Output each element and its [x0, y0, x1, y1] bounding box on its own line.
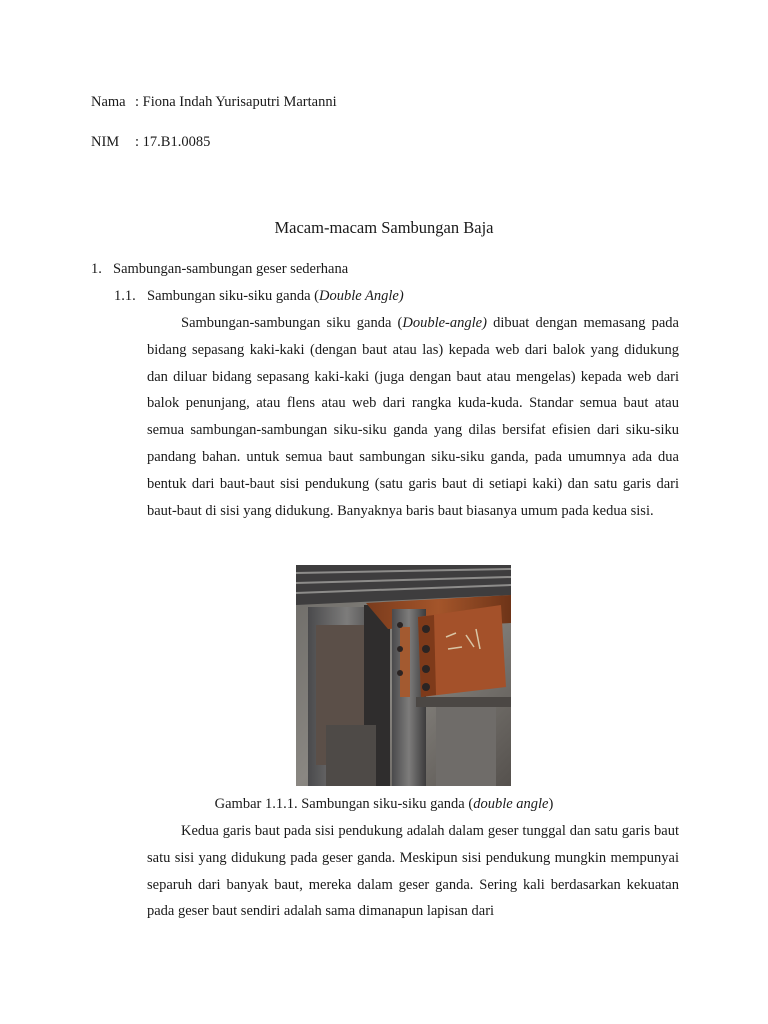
section-1-1-title: Sambungan siku-siku ganda (Double Angle) — [147, 288, 404, 304]
section-1-1-heading — [114, 288, 404, 305]
figure-caption: Gambar 1.1.1. Sambungan siku-siku ganda (double angle) — [214, 796, 554, 812]
double-angle-connection-photo — [296, 565, 511, 786]
name-value: : Fiona Indah Yurisaputri Martanni — [135, 94, 337, 110]
nim-label: NIM — [91, 134, 120, 150]
document-title: Macam-macam Sambungan Baja — [274, 218, 494, 237]
paragraph-bolt-lines: Kedua garis baut pada sisi pendukung adalah dalam geser tunggal dan satu garis baut satu sisi yang didukung pada geser ganda. Meskipun sisi pendukung mungkin mempunyai separuh dari banyak baut, mereka dalam geser ganda. Sering kali berdasarkan kekuatan pada geser baut sendiri adalah sama dimanapun lapisan dari — [147, 823, 679, 920]
nim-value: : 17.B1.0085 — [135, 134, 211, 150]
section-1-title: Sambungan-sambungan geser sederhana — [113, 261, 349, 277]
section-1-heading — [91, 261, 348, 278]
paragraph-double-angle: Sambungan-sambungan siku ganda (Double-angle) dibuat dengan memasang pada bidang sepasang kaki-kaki (dengan baut atau las) kepada web dari balok yang didukung dan diluar bidang sepasang kaki-kaki (juga dengan baut atau mengelas) kepada web dari balok penunjang, atau flens atau web dari rangka kuda-kuda. Standar semua baut atau semua sambungan-sambungan siku-siku ganda yang dilas bersifat efisien dari siku-siku pandang bahan. untuk semua baut sambungan siku-siku ganda, pada umumnya ada dua bentuk dari baut-baut sisi pendukung (satu garis baut di setiapi kaki) dan satu garis dari baut-baut di sisi yang didukung. Banyaknya baris baut biasanya umum pada kedua sisi. — [147, 315, 679, 519]
name-row — [91, 94, 337, 111]
nim-row — [91, 134, 210, 151]
section-1-number: 1. — [91, 261, 102, 277]
section-1-1-number: 1.1. — [114, 288, 136, 304]
name-label: Nama — [91, 94, 126, 110]
